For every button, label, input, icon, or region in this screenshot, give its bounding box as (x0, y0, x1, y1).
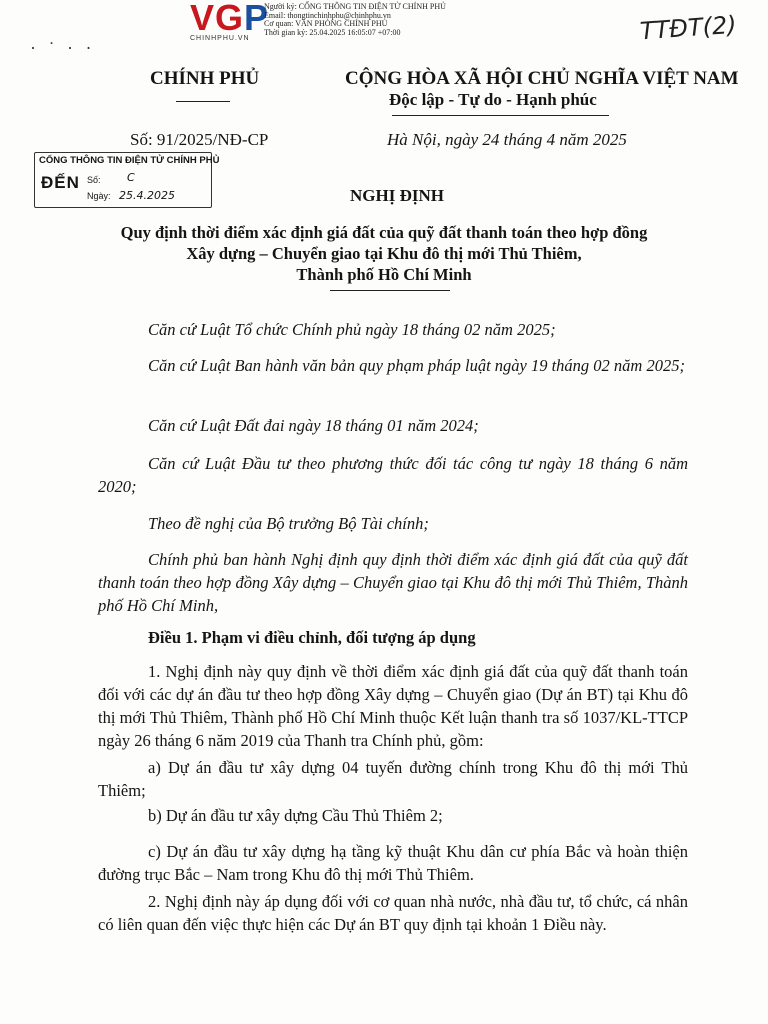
motto-underline (392, 115, 609, 116)
vgp-logo-p: P (244, 0, 270, 38)
decree-type: NGHỊ ĐỊNH (350, 186, 444, 205)
national-motto: Độc lập - Tự do - Hạnh phúc (389, 90, 597, 109)
nation-name: CỘNG HÒA XÃ HỘI CHỦ NGHĨA VIỆT NAM (345, 68, 739, 89)
basis-5: Theo đề nghị của Bộ trưởng Bộ Tài chính; (148, 514, 429, 533)
title-underline (330, 290, 450, 291)
article-1-point-b: b) Dự án đầu tư xây dựng Cầu Thủ Thiêm 2; (148, 806, 443, 825)
digital-signature-signer: Người ký: CỔNG THÔNG TIN ĐIỆN TỬ CHÍNH PHỦ (264, 2, 446, 11)
stamp-den-label: ĐẾN (41, 173, 80, 192)
article-1-clause-1: 1. Nghị định này quy định về thời điểm xác định giá đất của quỹ đất thanh toán đối với các dự án đầu tư theo hợp đồng Xây dựng – Chuyển giao (Dự án BT) tại Khu đô thị mới Thủ Thiêm, Thành phố Hồ Chí Minh thuộc Kết luận thanh tra số 1037/KL-TTCP ngày 26 tháng 6 năm 2019 của Thanh tra Chính phủ, gồm: (98, 662, 688, 750)
article-1-clause-2: 2. Nghị định này áp dụng đối với cơ quan nhà nước, nhà đầu tư, tổ chức, cá nhân có liên quan đến việc thực hiện các Dự án BT quy định tại khoản 1 Điều này. (98, 892, 688, 934)
decree-title-line-1: Quy định thời điểm xác định giá đất của quỹ đất thanh toán theo hợp đồng (120, 223, 648, 242)
place-and-date: Hà Nội, ngày 24 tháng 4 năm 2025 (387, 130, 627, 149)
vgp-logo-g: G (215, 0, 245, 38)
handwritten-note: TTĐT(2) (639, 10, 738, 46)
digital-signature-email: Email: thongtinchinhphu@chinhphu.vn (264, 10, 391, 20)
scan-specks: · ˙ · · (30, 38, 96, 58)
vgp-logo-subtitle: CHINHPHU.VN (190, 35, 250, 42)
basis-2: Căn cứ Luật Ban hành văn bản quy phạm pháp luật ngày 19 tháng 02 năm 2025; (148, 356, 685, 375)
issuer-name: CHÍNH PHỦ (150, 68, 260, 89)
decree-number: Số: 91/2025/NĐ-CP (130, 130, 269, 149)
digital-signature-agency: Cơ quan: VĂN PHÒNG CHÍNH PHỦ (264, 19, 388, 28)
article-1-point-c: c) Dự án đầu tư xây dựng hạ tầng kỹ thuật Khu dân cư phía Bắc và hoàn thiện đường trục Bắc – Nam trong Khu đô thị mới Thủ Thiêm. (98, 842, 688, 884)
stamp-date-value: 25.4.2025 (119, 189, 175, 202)
decree-title (0, 222, 768, 285)
promulgation-clause: Chính phủ ban hành Nghị định quy định thời điểm xác định giá đất của quỹ đất thanh toán theo hợp đồng Xây dựng – Chuyển giao tại Khu đô thị mới Thủ Thiêm, Thành phố Hồ Chí Minh, (98, 550, 688, 615)
vgp-logo (190, 0, 269, 36)
stamp-title: CỔNG THÔNG TIN ĐIỆN TỬ CHÍNH PHỦ (39, 155, 220, 166)
stamp-date-label: Ngày: (87, 191, 111, 201)
article-1-heading: Điều 1. Phạm vi điều chỉnh, đối tượng áp dụng (148, 628, 476, 647)
decree-title-line-2: Xây dựng – Chuyển giao tại Khu đô thị mới Thủ Thiêm, (186, 244, 582, 263)
vgp-logo-v: V (190, 0, 216, 38)
issuer-underline (176, 101, 230, 102)
stamp-number-label: Số: (87, 175, 101, 185)
stamp-number-value: C (127, 171, 135, 184)
decree-title-line-3: Thành phố Hồ Chí Minh (296, 265, 472, 284)
digital-signature-time: Thời gian ký: 25.04.2025 16:05:07 +07:00 (264, 27, 401, 37)
basis-4: Căn cứ Luật Đầu tư theo phương thức đối tác công tư ngày 18 tháng 6 năm 2020; (98, 454, 688, 496)
article-1-point-a: a) Dự án đầu tư xây dựng 04 tuyến đường chính trong Khu đô thị mới Thủ Thiêm; (98, 758, 688, 800)
basis-1: Căn cứ Luật Tổ chức Chính phủ ngày 18 tháng 02 năm 2025; (148, 320, 556, 339)
basis-3: Căn cứ Luật Đất đai ngày 18 tháng 01 năm 2024; (148, 416, 479, 435)
